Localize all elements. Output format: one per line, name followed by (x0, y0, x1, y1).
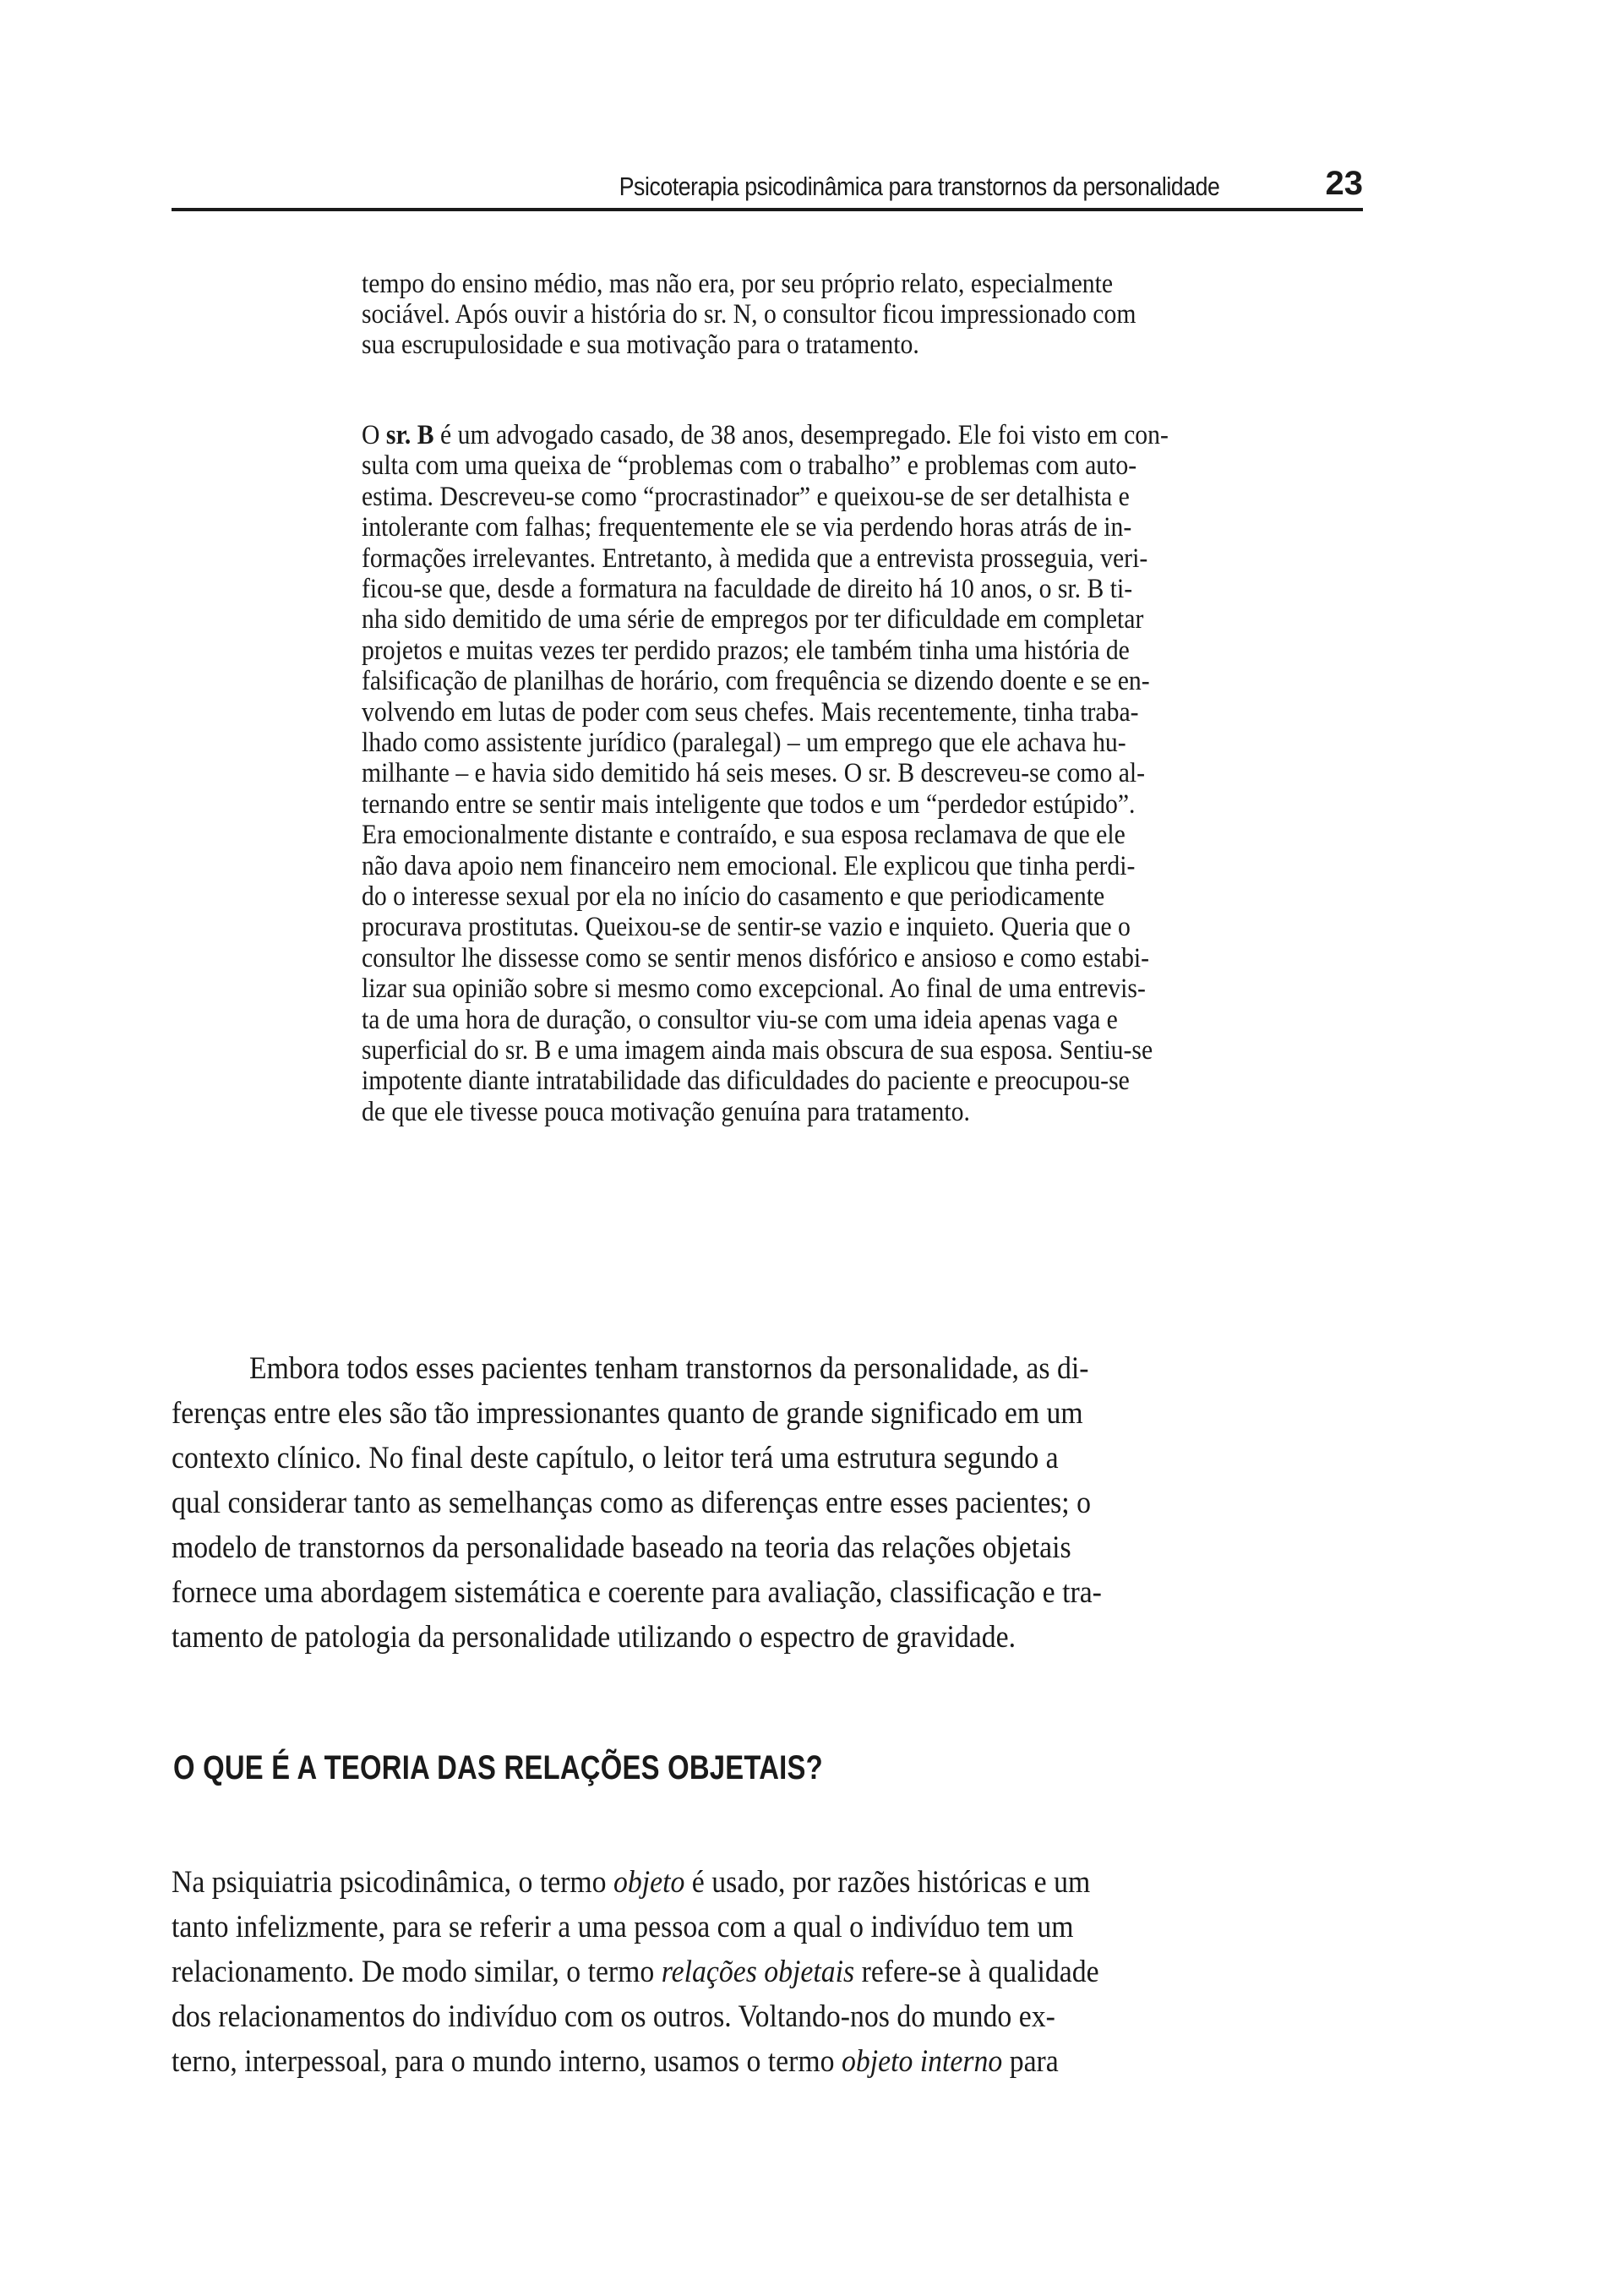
paragraph-line: milhante – e havia sido demitido há seis meses. O sr. B descreveu-se como al- (362, 758, 1146, 789)
text-run: terno, interpessoal, para o mundo interno, usamos o termo (172, 2044, 842, 2079)
case-b-lead-prefix: O (362, 420, 386, 450)
paragraph-line: sua escrupulosidade e sua motivação para o tratamento. (362, 330, 919, 360)
italic-term: objeto (613, 1865, 685, 1900)
paragraph-line: ternando entre se sentir mais inteligente que todos e um “perdedor estúpido”. (362, 788, 1136, 820)
case-b-lead-rest: é um advogado casado, de 38 anos, desempregado. Ele foi visto em con- (433, 420, 1169, 450)
paragraph-line: tempo do ensino médio, mas não era, por seu próprio relato, especialmente (362, 269, 1114, 299)
paragraph-line: contexto clínico. No final deste capítulo, o leitor terá uma estrutura segundo a (172, 1441, 1059, 1475)
paragraph-line: procurava prostitutas. Queixou-se de sentir-se vazio e inquieto. Queria que o (362, 912, 1131, 943)
paragraph-line: projetos e muitas vezes ter perdido prazos; ele também tinha uma história de (362, 635, 1130, 666)
case-b-patient-name: sr. B (385, 420, 434, 450)
paragraph-line: lhado como assistente jurídico (paralegal) – um emprego que ele achava hu- (362, 728, 1126, 758)
paragraph-line (172, 2043, 1059, 2080)
header-rule (172, 208, 1363, 211)
paragraph-line: Era emocionalmente distante e contraído, e sua esposa reclamava de que ele (362, 820, 1126, 851)
paragraph-line: modelo de transtornos da personalidade baseado na teoria das relações objetais (172, 1530, 1071, 1565)
text-run: é usado, por razões históricas e um (684, 1865, 1091, 1900)
paragraph-line: ficou-se que, desde a formatura na faculdade de direito há 10 anos, o sr. B ti- (362, 574, 1133, 604)
paragraph-line: não dava apoio nem financeiro nem emocional. Ele explicou que tinha perdi- (362, 850, 1136, 881)
italic-term: objeto interno (841, 2044, 1003, 2079)
paragraph-line: lizar sua opinião sobre si mesmo como excepcional. Ao final de uma entrevis- (362, 973, 1146, 1005)
section-heading: O QUE É A TEORIA DAS RELAÇÕES OBJETAIS? (173, 1749, 823, 1786)
paragraph-line: tamento de patologia da personalidade utilizando o espectro de gravidade. (172, 1620, 1017, 1655)
paragraph-line: formações irrelevantes. Entretanto, à medida que a entrevista prosseguia, veri- (362, 543, 1148, 574)
paragraph-line: tanto infelizmente, para se referir a uma pessoa com a qual o indivíduo tem um (172, 1910, 1074, 1944)
text-run: para (1002, 2044, 1059, 2079)
paragraph-line: superficial do sr. B e uma imagem ainda mais obscura de sua esposa. Sentiu-se (362, 1035, 1153, 1066)
paragraph-line: volvendo em lutas de poder com seus chefes. Mais recentemente, tinha traba- (362, 696, 1139, 728)
italic-term: relações objetais (661, 1955, 855, 1989)
paragraph-line (172, 1864, 1090, 1901)
paragraph-line: ferenças entre eles são tão impressionantes quanto de grande significado em um (172, 1396, 1083, 1431)
paragraph-line: Embora todos esses pacientes tenham transtornos da personalidade, as di- (249, 1351, 1089, 1386)
text-run: Na psiquiatria psicodinâmica, o termo (172, 1865, 613, 1900)
paragraph-line: qual considerar tanto as semelhanças como as diferenças entre esses pacientes; o (172, 1486, 1092, 1520)
running-title: Psicoterapia psicodinâmica para transtornos da personalidade (619, 172, 1219, 201)
paragraph-line: fornece uma abordagem sistemática e coerente para avaliação, classificação e tra- (172, 1575, 1102, 1610)
paragraph-line: impotente diante intratabilidade das dificuldades do paciente e preocupou-se (362, 1066, 1130, 1097)
text-run: relacionamento. De modo similar, o termo (172, 1955, 662, 1989)
running-header (172, 165, 1363, 212)
paragraph-line: dos relacionamentos do indivíduo com os outros. Voltando-nos do mundo ex- (172, 1999, 1055, 2034)
text-run: refere-se à qualidade (854, 1955, 1099, 1989)
paragraph-line: consultor lhe dissesse como se sentir menos disfórico e ansioso e como estabi- (362, 942, 1150, 973)
paragraph-line: ta de uma hora de duração, o consultor viu-se com uma ideia apenas vaga e (362, 1004, 1118, 1035)
paragraph-line: estima. Descreveu-se como “procrastinador” e queixou-se de ser detalhista e (362, 481, 1130, 512)
paragraph-line: intolerante com falhas; frequentemente ele se via perdendo horas atrás de in- (362, 512, 1132, 543)
paragraph-line: falsificação de planilhas de horário, com frequência se dizendo doente e se en- (362, 666, 1150, 697)
paragraph-line: de que ele tivesse pouca motivação genuína para tratamento. (362, 1096, 970, 1127)
paragraph-line: sociável. Após ouvir a história do sr. N, o consultor ficou impressionado com (362, 299, 1136, 330)
paragraph-line: do o interesse sexual por ela no início do casamento e que periodicamente (362, 881, 1105, 912)
paragraph-line (172, 1954, 1099, 1990)
page-number: 23 (1325, 165, 1363, 202)
case-b-lead-line (362, 420, 1169, 451)
paragraph-line: nha sido demitido de uma série de empregos por ter dificuldade em completar (362, 604, 1144, 635)
paragraph-line: sulta com uma queixa de “problemas com o trabalho” e problemas com auto- (362, 450, 1137, 482)
